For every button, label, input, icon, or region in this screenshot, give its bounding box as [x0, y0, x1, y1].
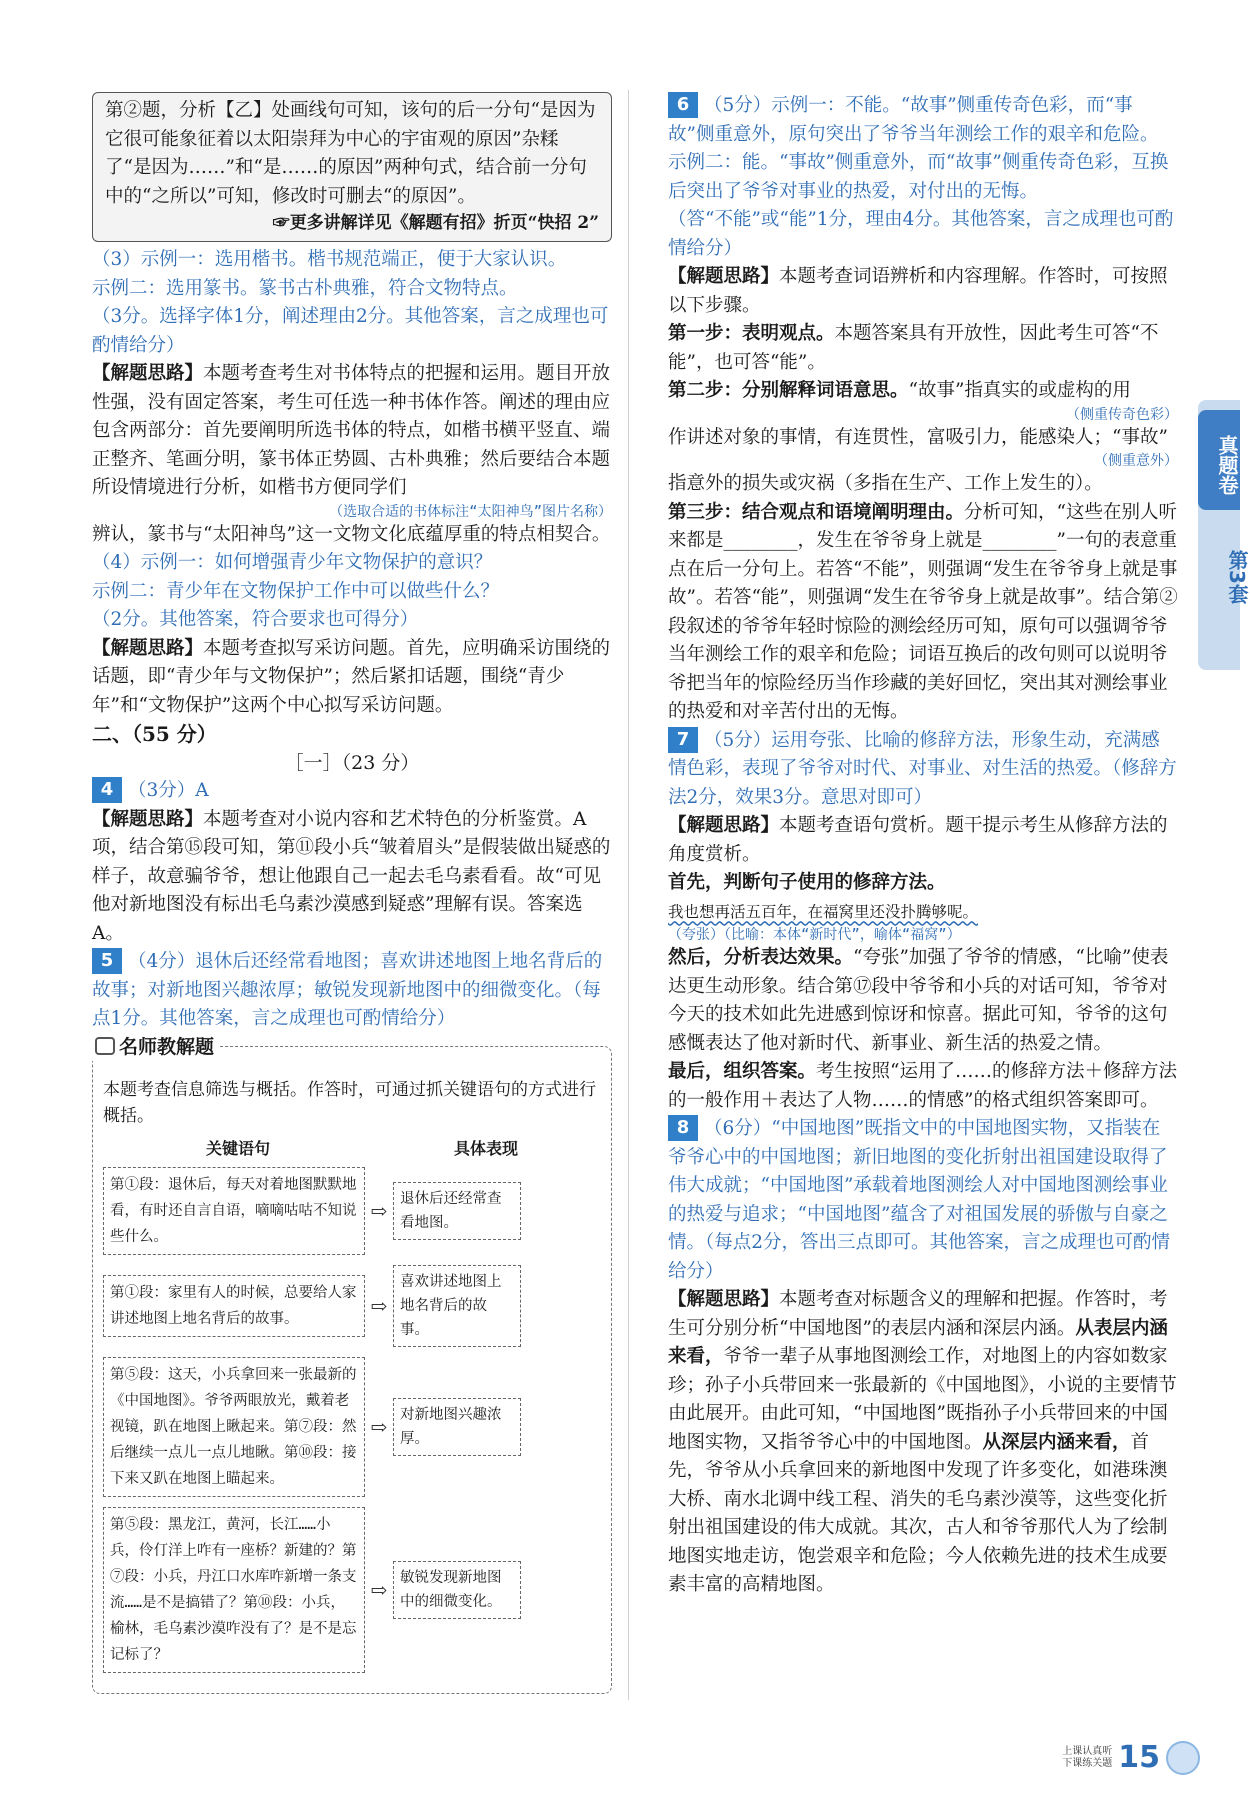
step-3: 第三步：结合观点和语境阐明理由。分析可知，“这些在别人听来都是________，发生在爷爷身上就是________”一句的表意重点在后一分句上。若答“不能”，则强调“发生在爷爷身上就是事故”。若答“能”，则强调“发生在爷爷身上就是故事”。结合第②段叙述的爷爷年轻时惊险的测绘经历可知，原句可以强调爷爷当年测绘工作的艰辛和危险；词语互换后的改句则可以说明爷爷把当年的惊险经历当作珍藏的美好回忆，突出其对测绘事业的热爱和对辛苦付出的无悔。 [668, 501, 1178, 722]
first-step-title: 首先，判断句子使用的修辞方法。 [668, 872, 946, 893]
q3-analysis-cont: 辨认，篆书与“太阳神鸟”这一文物文化底蕴厚重的特点相契合。 [92, 523, 611, 545]
arrow-right-icon: ⇨ [370, 1414, 388, 1439]
question-8-answer: 8 （6分）“中国地图”既指文中的中国地图实物，又指装在爷爷心中的中国地图；新旧地图的变化折射出祖国建设取得了伟大成就；“中国地图”承载着地图测绘人对中国地图测绘事业的热爱与追求；“中国地图”蕴含了对祖国发展的骄傲与自豪之情。（每点2分，答出三点即可。其他答案，言之成理也可酌情给分） [668, 1117, 1171, 1282]
column-divider [628, 90, 629, 1700]
table-row [103, 1507, 603, 1673]
hint-box [92, 92, 612, 242]
q3-score-note: （3分。选择字体1分，阐述理由2分。其他答案，言之成理也可酌情给分） [92, 306, 609, 356]
performance: 敏锐发现新地图中的细微变化。 [393, 1561, 521, 1619]
table-row [103, 1167, 603, 1255]
question-number-badge: 5 [92, 948, 122, 974]
left-column [92, 92, 612, 1694]
quoted-sentence: 我也想再活五百年，在福窝里还没扑腾够呢。 [668, 902, 979, 921]
step-2-cont: 作讲述对象的事情，有连贯性，富吸引力，能感染人；“事故” [668, 426, 1168, 448]
q3-analysis: 【解题思路】本题考查考生对书体特点的把握和运用。题目开放性强，没有固定答案，考生可任选一种书体作答。阐述的理由应包含两部分：首先要阐明所选书体的特点，如楷书横平竖直、端正整齐、笔画分明，篆书体正势圆、古朴典雅；然后要结合本题所设情境进行分析，如楷书方便同学们 [92, 363, 611, 498]
performance: 对新地图兴趣浓厚。 [393, 1398, 521, 1456]
question-7-analysis-intro: 【解题思路】本题考查语句赏析。题干提示考生从修辞方法的角度赏析。 [668, 815, 1168, 865]
question-8-analysis: 【解题思路】本题考查对标题含义的理解和把握。作答时，考生可分别分析“中国地图”的表层内涵和深层内涵。从表层内涵来看，爷爷一辈子从事地图测绘工作，对地图上的内容如数家珍；孙子小兵带回来一张最新的《中国地图》，小说的主要情节由此展开。由此可知，“中国地图”既指孙子小兵带回来的中国地图实物，又指爷爷心中的中国地图。从深层内涵来看，首先，爷爷从小兵拿回来的新地图中发现了许多变化，如港珠澳大桥、南水北调中线工程、消失的毛乌素沙漠等，这些变化折射出祖国建设的伟大成就。其次，古人和爷爷那代人为了绘制地图实地走访，饱尝艰辛和危险；今人依赖先进的技术生成要素丰富的高精地图。 [668, 1289, 1177, 1595]
performance: 喜欢讲述地图上地名背后的故事。 [393, 1265, 521, 1347]
question-4-analysis: 【解题思路】本题考查对小说内容和艺术特色的分析鉴赏。A项，结合第⑮段可知，第⑪段小兵“皱着眉头”是假装做出疑惑的样子，故意骗爷爷，想让他跟自己一起去毛乌素看看。故“可见他对新地图没有标出毛乌素沙漠感到疑惑”理解有误。答案选A。 [92, 808, 611, 944]
question-number-badge: 6 [668, 92, 698, 118]
question-6-score-note: （答“不能”或“能”1分，理由4分。其他答案，言之成理也可酌情给分） [668, 209, 1174, 259]
side-tab-label: 真题卷 [1198, 410, 1240, 510]
q3-answer-2: 示例二：选用篆书。篆书古朴典雅，符合文物特点。 [92, 277, 518, 299]
key-sentence: 第①段：退休后，每天对着地图默默地看，有时还自言自语，嘀嘀咕咕不知说些什么。 [103, 1167, 365, 1255]
question-7-answer: 7 （5分）运用夸张、比喻的修辞方法，形象生动，充满感情色彩，表现了爷爷对时代、对事业、对生活的热爱。（修辞方法2分，效果3分。意思对即可） [668, 728, 1177, 808]
hint-reference: ☞更多讲解详见《解题有招》折页“快招 2” [272, 213, 599, 233]
hint-text: 第②题，分析【乙】处画线句可知，该句的后一分句“是因为它很可能象征着以太阳崇拜为中心的宇宙观的原因”杂糅了“是因为……”和“是……的原因”两种句式，结合前一分句中的“之所以”可知，修改时可删去“的原因”。 [105, 100, 596, 207]
handwritten-note-3: （夸张）（比喻：本体“新时代”，喻体“福窝”） [668, 927, 961, 943]
q4-analysis: 【解题思路】本题考查拟写采访问题。首先，应明确采访围绕的话题，即“青少年与文物保护”；然后紧扣话题，围绕“青少年”和“文物保护”这两个中心拟写采访问题。 [92, 637, 611, 716]
question-6-answer-2: 示例二：能。“事故”侧重意外，而“故事”侧重传奇色彩，互换后突出了爷爷对事业的热爱，对付出的无悔。 [668, 152, 1169, 202]
pointing-hand-icon: ☞ [272, 213, 290, 233]
arrow-right-icon: ⇨ [370, 1577, 388, 1602]
arrow-right-icon: ⇨ [370, 1293, 388, 1318]
q3-answer-1: （3）示例一：选用楷书。楷书规范端正，便于大家认识。 [92, 249, 567, 270]
col-value-header: 具体表现 [453, 1138, 518, 1158]
key-sentence: 第①段：家里有人的时候，总要给人家讲述地图上地名背后的故事。 [103, 1275, 365, 1337]
footer-slogan: 上课认真听 下课练关题 [1062, 1745, 1113, 1769]
question-5-answer: 5 （4分）退休后还经常看地图；喜欢讲述地图上地名背后的故事；对新地图兴趣浓厚；敏锐发现新地图中的细微变化。（每点1分。其他答案，言之成理也可酌情给分） [92, 950, 603, 1029]
last-step: 最后，组织答案。考生按照“运用了……的修辞方法＋修辞方法的一般作用＋表达了人物……的情感”的格式组织答案即可。 [668, 1061, 1177, 1111]
question-4-answer: 4 （3分）A [92, 777, 612, 806]
step-2-end: 指意外的损失或灾祸（多指在生产、工作上发生的）。 [668, 473, 1103, 494]
table-header [103, 1135, 603, 1164]
q3-handwritten-note: （选取合适的书体标注“太阳神鸟”图片名称） [329, 503, 612, 520]
performance: 退休后还经常查看地图。 [393, 1182, 521, 1240]
question-number-badge: 4 [92, 777, 122, 803]
side-tab-set: 第3套 [1225, 550, 1249, 604]
question-6-answer-1: 6 （5分）示例一：不能。“故事”侧重传奇色彩，而“事故”侧重意外，原句突出了爷爷当年测绘工作的艰辛和危险。 [668, 94, 1159, 145]
page-number: 15 [1118, 1740, 1160, 1775]
mascot-icon [1166, 1741, 1200, 1775]
key-sentence: 第⑤段：黑龙江，黄河，长江……小兵，伶仃洋上咋有一座桥？新建的？第⑦段：小兵，丹江口水库咋新增一条支流……是不是搞错了？第⑩段：小兵，榆林，毛乌素沙漠咋没有了？是不是忘记标了？ [103, 1507, 365, 1673]
side-tab [1198, 400, 1249, 670]
right-column [668, 92, 1178, 1600]
q4-answer-1: （4）示例一：如何增强青少年文物保护的意识？ [92, 552, 493, 573]
then-step: 然后，分析表达效果。“夸张”加强了爷爷的情感，“比喻”使表达更生动形象。结合第⑰段中爷爷和小兵的对话可知，爷爷对今天的技术如此先进感到惊讶和惊喜。据此可知，爷爷的这句感慨表达了他对新时代、新事业、新生活的热爱之情。 [668, 947, 1169, 1054]
page-footer [1062, 1740, 1200, 1775]
table-row [103, 1265, 603, 1347]
step-2: 第二步：分别解释词语意思。“故事”指真实的或虚构的用 [668, 380, 1131, 401]
teacher-explanation-box [92, 1035, 612, 1695]
q4-answer-2: 示例二：青少年在文物保护工作中可以做些什么？ [92, 580, 500, 602]
step-1: 第一步：表明观点。本题答案具有开放性，因此考生可答“不能”，也可答“能”。 [668, 323, 1159, 373]
arrow-right-icon: ⇨ [370, 1198, 388, 1223]
teacher-intro: 本题考查信息筛选与概括。作答时，可通过抓关键语句的方式进行概括。 [103, 1079, 596, 1126]
q4-score-note: （2分。其他答案，符合要求也可得分） [92, 609, 419, 630]
section-two-heading: 二、（55 分） [92, 722, 217, 746]
teacher-box-title: 名师教解题 [91, 1033, 220, 1062]
table-row [103, 1357, 603, 1497]
handwritten-note-1: （侧重传奇色彩） [1066, 406, 1178, 423]
col-key-header: 关键语句 [205, 1138, 270, 1158]
question-number-badge: 7 [668, 727, 698, 753]
subsection-heading: ［一］（23 分） [284, 751, 420, 774]
handwritten-note-2: （侧重意外） [1094, 453, 1178, 469]
key-sentence: 第⑤段：这天，小兵拿回来一张最新的《中国地图》。爷爷两眼放光，戴着老视镜，趴在地图上瞅起来。第⑦段：然后继续一点儿一点儿地瞅。第⑩段：接下来又趴在地图上瞄起来。 [103, 1357, 365, 1497]
teacher-icon [95, 1037, 115, 1055]
question-number-badge: 8 [668, 1115, 698, 1141]
question-6-analysis-intro: 【解题思路】本题考查词语辨析和内容理解。作答时，可按照以下步骤。 [668, 266, 1168, 316]
